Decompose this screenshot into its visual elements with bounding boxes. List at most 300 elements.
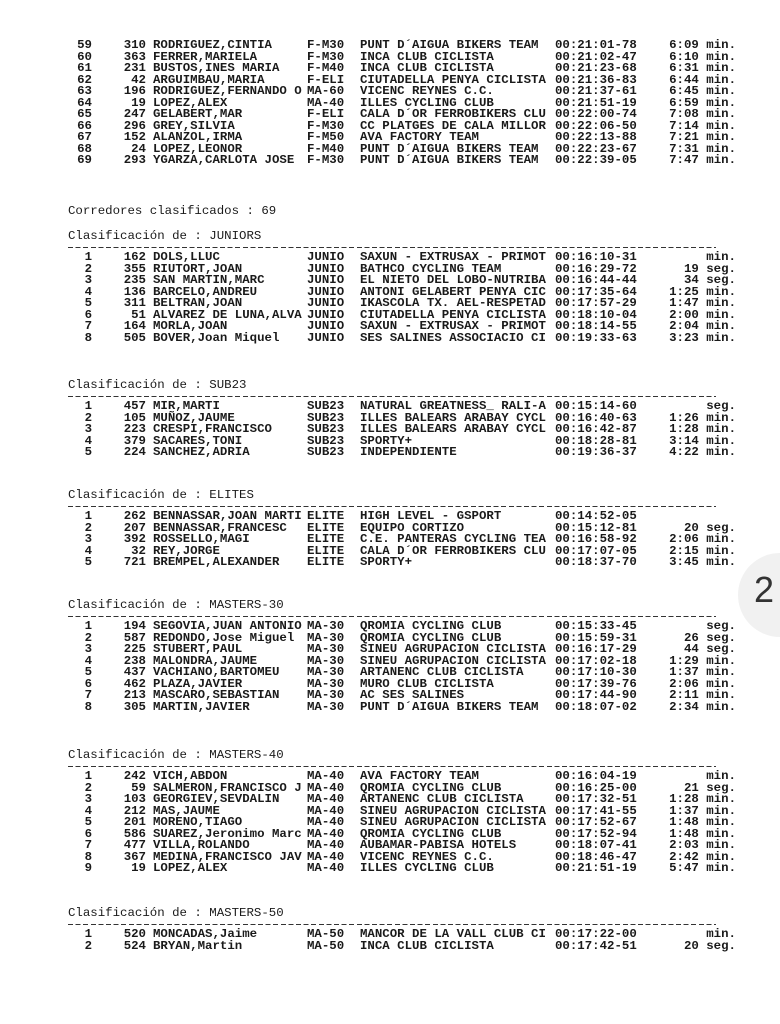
cell-pos: 5 [84,665,92,679]
cell-time: 00:15:59-31 [555,630,637,645]
cell-pos: 1 [84,509,92,523]
cell-name: BARCELO,ANDREU [153,284,258,299]
cell-bib: 520 [123,927,146,941]
cell-cat: JUNIO [307,250,345,264]
cell-bib: 437 [123,665,146,679]
cell-pos: 66 [77,118,92,133]
cell-name: ARGUIMBAU,MARIA [153,72,265,87]
cell-diff: 3:45 min. [669,555,736,569]
cell-diff: 3:14 min. [669,433,736,448]
cell-pos: 5 [84,445,92,459]
cell-time: 00:17:42-51 [555,938,637,953]
cell-team: PUNT D´AIGUA BIKERS TEAM [360,699,539,714]
cell-time: 00:22:39-05 [555,153,637,167]
cell-cat: JUNIO [307,261,345,276]
cell-pos: 65 [77,107,92,121]
cell-bib: 587 [123,630,146,645]
cell-cat: MA-30 [307,688,345,702]
cell-name: BENNASSAR,JOAN MARTI [153,509,302,523]
cell-team: INCA CLUB CICLISTA [360,938,494,953]
cell-name: MASCARO,SEBASTIAN [153,688,280,702]
table-row [0,699,760,714]
cell-pos: 3 [84,422,92,436]
cell-team: SAXUN - EXTRUSAX - PRIMOT [360,319,546,333]
cell-bib: 462 [123,676,146,691]
cell-team: BATHCO CYCLING TEAM [360,261,502,276]
cell-time: 00:22:23-67 [555,141,637,156]
cell-diff: 6:31 min. [669,61,736,75]
cell-team: AC SES SALINES [360,688,465,702]
cell-diff: 2:00 min. [669,307,736,322]
cell-time: 00:16:17-29 [555,642,637,656]
cell-bib: 477 [123,838,146,852]
results-table [0,252,760,344]
cell-cat: MA-40 [307,815,345,829]
cell-pos: 4 [84,433,92,448]
cell-team: AVA FACTORY TEAM [360,130,479,144]
results-table [0,929,760,952]
cell-name: DOLS,LLUC [153,250,220,264]
cell-diff: 2:04 min. [669,319,736,333]
cell-name: RIUTORT,JOAN [153,261,243,276]
cell-pos: 2 [84,938,92,953]
cell-pos: 64 [77,95,92,110]
cell-diff: min. [706,927,736,941]
cell-time: 00:18:28-81 [555,433,637,448]
cell-diff: 1:28 min. [669,792,736,806]
results-table [0,401,760,459]
cell-time: 00:22:06-50 [555,118,637,133]
cell-team: ILLES BALEARS ARABAY CYCL [360,410,546,425]
cell-name: PLAZA,JAVIER [153,676,243,691]
cell-bib: 392 [123,532,146,546]
cell-cat: F-ELI [307,107,345,121]
cell-team: SPORTY+ [360,555,413,569]
cell-name: ALANZOL,IRMA [153,130,243,144]
cell-diff: 2:06 min. [669,676,736,691]
cell-name: MAS,JAUME [153,803,220,818]
cell-time: 00:14:52-05 [555,509,637,523]
cell-time: 00:16:10-31 [555,250,637,264]
cell-team: INDEPENDIENTE [360,445,457,459]
cell-name: SALMERON,FRANCISCO J [153,780,302,795]
cell-diff: 7:21 min. [669,130,736,144]
cell-time: 00:18:14-55 [555,319,637,333]
cell-bib: 223 [123,422,146,436]
cell-name: VILLA,ROLANDO [153,838,250,852]
cell-team: PUNT D´AIGUA BIKERS TEAM [360,153,539,167]
cell-bib: 201 [123,815,146,829]
cell-time: 00:18:07-02 [555,699,637,714]
cell-name: SACARES,TONI [153,433,243,448]
table-row [0,557,760,569]
cell-bib: 24 [131,141,146,156]
cell-diff: 6:45 min. [669,84,736,98]
cell-pos: 6 [84,307,92,322]
cell-cat: ELITE [307,520,345,535]
cell-bib: 42 [131,72,146,87]
cell-diff: 34 seg. [683,273,736,287]
cell-bib: 505 [123,330,146,345]
cell-bib: 194 [123,619,146,633]
cell-time: 00:17:32-51 [555,792,637,806]
cell-team: SAXUN - EXTRUSAX - PRIMOT [360,250,546,264]
cell-name: YGARZA,CARLOTA JOSE [153,153,295,167]
dashed-divider [68,616,716,617]
cell-cat: MA-30 [307,699,345,714]
cell-bib: 59 [131,780,146,795]
cell-time: 00:16:25-00 [555,780,637,795]
cell-team: ILLES CYCLING CLUB [360,861,494,875]
cell-cat: SUB23 [307,445,345,459]
cell-cat: MA-50 [307,938,345,953]
cell-pos: 68 [77,141,92,156]
cell-cat: JUNIO [307,296,345,310]
classified-count: Corredores clasificados : 69 [68,204,277,218]
cell-pos: 2 [84,520,92,535]
dashed-divider [68,247,716,248]
cell-pos: 59 [77,38,92,52]
cell-name: SANCHEZ,ADRIA [153,445,250,459]
cell-pos: 3 [84,792,92,806]
cell-cat: SUB23 [307,422,345,436]
cell-diff: 1:48 min. [669,826,736,841]
cell-time: 00:21:23-68 [555,61,637,75]
cell-name: STUBERT,PAUL [153,642,243,656]
cell-cat: F-ELI [307,72,345,87]
cell-team: PUNT D´AIGUA BIKERS TEAM [360,141,539,156]
cell-pos: 2 [84,261,92,276]
cell-diff: min. [706,769,736,783]
cell-cat: MA-30 [307,642,345,656]
cell-time: 00:19:33-63 [555,330,637,345]
cell-diff: seg. [706,399,736,413]
cell-name: BUSTOS,INES MARIA [153,61,280,75]
cell-cat: SUB23 [307,433,345,448]
cell-cat: F-M30 [307,118,345,133]
cell-cat: MA-40 [307,95,345,110]
cell-diff: 7:47 min. [669,153,736,167]
cell-diff: 3:23 min. [669,330,736,345]
cell-pos: 4 [84,803,92,818]
cell-diff: 5:47 min. [669,861,736,875]
cell-name: CRESPI,FRANCISCO [153,422,272,436]
cell-bib: 311 [123,296,146,310]
cell-name: SAN MARTIN,MARC [153,273,265,287]
dashed-divider [68,506,716,507]
cell-cat: SUB23 [307,399,345,413]
cell-pos: 5 [84,555,92,569]
cell-team: VICENC REYNES C.C. [360,849,494,864]
cell-bib: 51 [131,307,146,322]
cell-team: INCA CLUB CICLISTA [360,61,494,75]
cell-pos: 4 [84,653,92,668]
cell-cat: F-M30 [307,49,345,64]
cell-pos: 6 [84,826,92,841]
cell-time: 00:17:07-05 [555,543,637,558]
results-table [0,771,760,875]
cell-time: 00:18:46-47 [555,849,637,864]
section-heading: Clasificación de : SUB23 [68,378,247,392]
cell-team: EQUIPO CORTIZO [360,520,465,535]
cell-cat: F-M50 [307,130,345,144]
cell-pos: 1 [84,619,92,633]
cell-bib: 524 [123,938,146,953]
dashed-divider [68,924,716,925]
cell-diff: 1:28 min. [669,422,736,436]
cell-bib: 231 [123,61,146,75]
cell-time: 00:16:58-92 [555,532,637,546]
cell-bib: 164 [123,319,146,333]
cell-diff: 19 seg. [683,261,736,276]
cell-team: MANCOR DE LA VALL CLUB CI [360,927,546,941]
cell-team: AUBAMAR-PABISA HOTELS [360,838,517,852]
cell-team: NATURAL GREATNESS_ RALI-A [360,399,546,413]
cell-time: 00:17:35-64 [555,284,637,299]
cell-cat: MA-40 [307,861,345,875]
cell-time: 00:21:36-83 [555,72,637,87]
cell-time: 00:16:40-63 [555,410,637,425]
cell-time: 00:17:39-76 [555,676,637,691]
page-number: 2 [754,569,775,610]
cell-time: 00:21:51-19 [555,861,637,875]
cell-time: 00:18:37-70 [555,555,637,569]
cell-time: 00:21:51-19 [555,95,637,110]
cell-cat: MA-40 [307,838,345,852]
cell-cat: MA-30 [307,676,345,691]
cell-cat: MA-30 [307,630,345,645]
cell-pos: 2 [84,630,92,645]
cell-cat: F-M40 [307,61,345,75]
cell-time: 00:15:33-45 [555,619,637,633]
cell-team: ARTANENC CLUB CICLISTA [360,665,524,679]
cell-time: 00:17:10-30 [555,665,637,679]
cell-bib: 247 [123,107,146,121]
section-heading: Clasificación de : MASTERS-50 [68,906,284,920]
cell-pos: 67 [77,130,92,144]
cell-bib: 105 [123,410,146,425]
cell-name: GEORGIEV,SEVDALIN [153,792,280,806]
cell-time: 00:17:02-18 [555,653,637,668]
cell-bib: 103 [123,792,146,806]
cell-team: ANTONI GELABERT PENYA CIC [360,284,546,299]
cell-name: SEGOVIA,JUAN ANTONIO [153,619,302,633]
cell-cat: JUNIO [307,284,345,299]
cell-name: LOPEZ,LEONOR [153,141,243,156]
cell-team: AVA FACTORY TEAM [360,769,479,783]
cell-team: QROMIA CYCLING CLUB [360,780,502,795]
cell-team: SES SALINES ASSOCIACIO CI [360,330,546,345]
cell-team: ILLES CYCLING CLUB [360,95,494,110]
cell-name: SUAREZ,Jeronimo Marc [153,826,302,841]
cell-time: 00:17:44-90 [555,688,637,702]
cell-bib: 32 [131,543,146,558]
cell-bib: 212 [123,803,146,818]
section-heading: Clasificación de : MASTERS-30 [68,598,284,612]
section-heading: Clasificación de : MASTERS-40 [68,748,284,762]
cell-name: MORENO,TIAGO [153,815,243,829]
cell-team: C.E. PANTERAS CYCLING TEA [360,532,546,546]
cell-pos: 1 [84,250,92,264]
cell-team: VICENC REYNES C.C. [360,84,494,98]
cell-diff: 7:14 min. [669,118,736,133]
cell-pos: 7 [84,688,92,702]
cell-cat: MA-30 [307,653,345,668]
cell-cat: ELITE [307,543,345,558]
cell-diff: min. [706,250,736,264]
cell-cat: MA-40 [307,803,345,818]
cell-diff: 44 seg. [683,642,736,656]
cell-bib: 225 [123,642,146,656]
table-row [0,863,760,875]
cell-name: MIR,MARTI [153,399,220,413]
table-row [0,938,760,953]
cell-cat: MA-30 [307,619,345,633]
cell-bib: 293 [123,153,146,167]
cell-diff: 7:31 min. [669,141,736,156]
cell-diff: 1:37 min. [669,665,736,679]
cell-team: INCA CLUB CICLISTA [360,49,494,64]
cell-team: MURO CLUB CICLISTA [360,676,494,691]
cell-pos: 7 [84,838,92,852]
cell-diff: 2:11 min. [669,688,736,702]
cell-time: 00:15:14-60 [555,399,637,413]
cell-pos: 3 [84,532,92,546]
cell-name: VACHIANO,BARTOMEU [153,665,280,679]
cell-pos: 62 [77,72,92,87]
cell-pos: 4 [84,543,92,558]
cell-team: SINEU AGRUPACION CICLISTA [360,803,546,818]
cell-name: ALVAREZ DE LUNA,ALVA [153,307,302,322]
cell-name: BREMPEL,ALEXANDER [153,555,280,569]
cell-team: EL NIETO DEL LOBO-NUTRIBA [360,273,546,287]
cell-diff: 2:34 min. [669,699,736,714]
cell-bib: 586 [123,826,146,841]
cell-team: PUNT D´AIGUA BIKERS TEAM [360,38,539,52]
cell-time: 00:19:36-37 [555,445,637,459]
cell-team: ARTANENC CLUB CICLISTA [360,792,524,806]
cell-team: CIUTADELLA PENYA CICLISTA [360,307,546,322]
cell-pos: 8 [84,699,92,714]
cell-team: CALA D´OR FERROBIKERS CLU [360,107,546,121]
cell-name: LOPEZ,ALEX [153,95,228,110]
cell-cat: MA-40 [307,780,345,795]
cell-pos: 9 [84,861,92,875]
cell-time: 00:17:52-67 [555,815,637,829]
cell-diff: 1:26 min. [669,410,736,425]
cell-name: FERRER,MARIELA [153,49,258,64]
cell-cat: ELITE [307,532,345,546]
cell-diff: 20 seg. [683,938,736,953]
cell-name: RODRIGUEZ,FERNANDO O [153,84,302,98]
results-table [0,621,760,713]
cell-cat: ELITE [307,555,345,569]
cell-name: MARTIN,JAVIER [153,699,250,714]
cell-diff: 1:25 min. [669,284,736,299]
cell-pos: 1 [84,927,92,941]
cell-cat: MA-60 [307,84,345,98]
cell-pos: 4 [84,284,92,299]
cell-cat: JUNIO [307,319,345,333]
cell-cat: MA-50 [307,927,345,941]
cell-team: HIGH LEVEL - GSPORT [360,509,502,523]
cell-diff: 4:22 min. [669,445,736,459]
cell-cat: F-M30 [307,38,345,52]
results-table [0,511,760,569]
cell-time: 00:16:04-19 [555,769,637,783]
cell-time: 00:22:00-74 [555,107,637,121]
cell-diff: seg. [706,619,736,633]
cell-bib: 379 [123,433,146,448]
cell-team: ILLES BALEARS ARABAY CYCL [360,422,546,436]
cell-name: BENNASSAR,FRANCESC [153,520,287,535]
cell-pos: 1 [84,769,92,783]
cell-bib: 296 [123,118,146,133]
dashed-divider [68,396,716,397]
cell-cat: F-M30 [307,153,345,167]
cell-bib: 457 [123,399,146,413]
cell-pos: 3 [84,642,92,656]
cell-diff: 21 seg. [683,780,736,795]
cell-name: BELTRAN,JOAN [153,296,243,310]
cell-bib: 721 [123,555,146,569]
cell-team: SINEU AGRUPACION CICLISTA [360,642,546,656]
cell-name: GREY,SILVIA [153,118,235,133]
cell-diff: 6:44 min. [669,72,736,87]
cell-pos: 60 [77,49,92,64]
cell-diff: 20 seg. [683,520,736,535]
cell-cat: MA-30 [307,665,345,679]
cell-team: IKASCOLA TX. AEL-RESPETAD [360,296,546,310]
cell-bib: 162 [123,250,146,264]
cell-time: 00:17:22-00 [555,927,637,941]
cell-cat: MA-40 [307,849,345,864]
cell-pos: 8 [84,330,92,345]
cell-pos: 3 [84,273,92,287]
cell-team: SINEU AGRUPACION CICLISTA [360,815,546,829]
cell-cat: JUNIO [307,307,345,322]
cell-time: 00:16:29-72 [555,261,637,276]
section-heading: Clasificación de : ELITES [68,488,254,502]
cell-name: MORLA,JOAN [153,319,228,333]
cell-time: 00:21:01-78 [555,38,637,52]
cell-bib: 224 [123,445,146,459]
cell-time: 00:16:44-44 [555,273,637,287]
cell-bib: 305 [123,699,146,714]
cell-cat: MA-40 [307,769,345,783]
cell-name: BRYAN,Martin [153,938,243,953]
cell-time: 00:18:07-41 [555,838,637,852]
dashed-divider [68,766,716,767]
cell-bib: 310 [123,38,146,52]
cell-bib: 136 [123,284,146,299]
cell-bib: 235 [123,273,146,287]
cell-bib: 355 [123,261,146,276]
cell-pos: 8 [84,849,92,864]
cell-team: SPORTY+ [360,433,413,448]
cell-diff: 7:08 min. [669,107,736,121]
cell-cat: SUB23 [307,410,345,425]
cell-diff: 6:10 min. [669,49,736,64]
cell-time: 00:18:10-04 [555,307,637,322]
cell-diff: 2:42 min. [669,849,736,864]
cell-pos: 61 [77,61,92,75]
table-row [0,155,760,167]
cell-pos: 5 [84,815,92,829]
cell-name: ROSSELLO,MAGI [153,532,250,546]
cell-cat: JUNIO [307,273,345,287]
cell-bib: 213 [123,688,146,702]
